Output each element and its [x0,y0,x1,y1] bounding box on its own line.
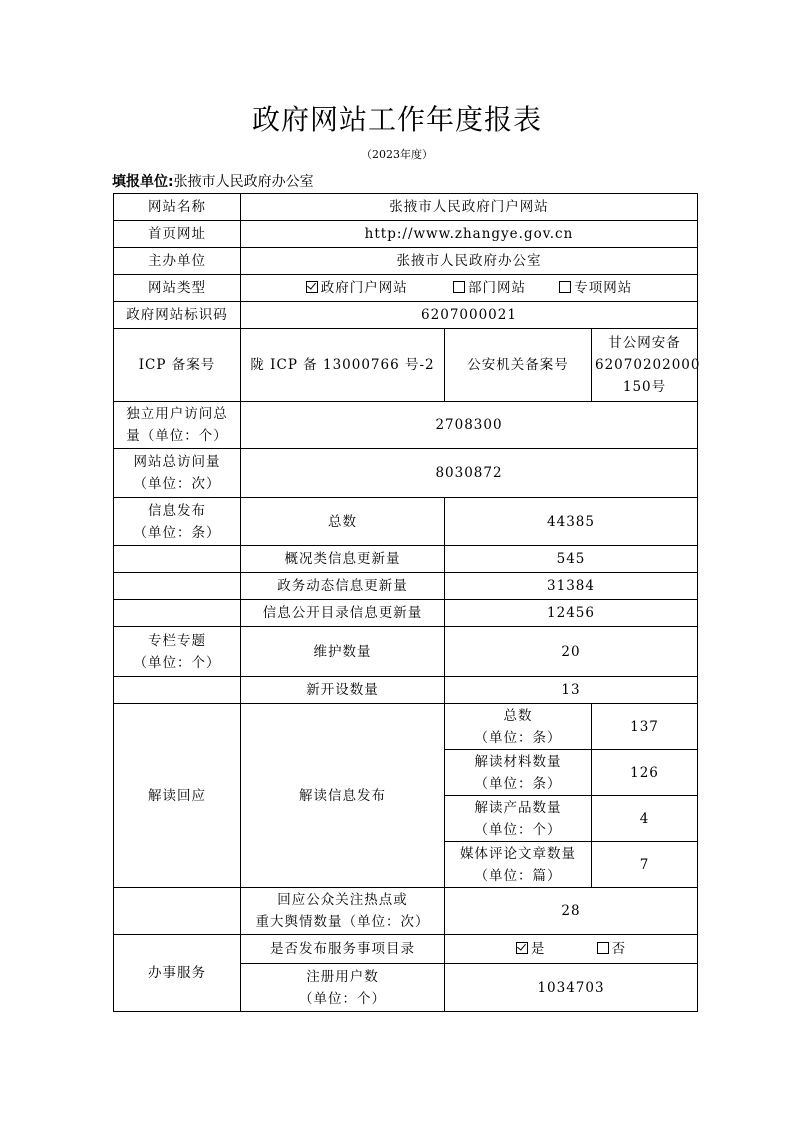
interpret-response-label-line-2: 重大舆情数量（单位：次） [255,914,430,930]
interpret-total-label [445,704,592,750]
site-url-label: 首页网址 [114,221,241,248]
interpret-material-label [445,750,592,796]
service-option-yes[interactable] [516,938,546,960]
columns-maintain-label: 维护数量 [241,627,445,677]
site-type-options [241,275,698,302]
info-catalog-value: 12456 [445,600,698,627]
interpret-label: 解读回应 [114,704,241,888]
filler-unit-label: 填报单位: [112,174,174,190]
site-url-value: http://www.zhangye.gov.cn [241,221,698,248]
columns-label [114,627,241,677]
icp-value: 陇 ICP 备 13000766 号-2 [241,329,445,402]
interpret-total-label-line-1: 总数 [503,707,533,724]
info-release-label [114,498,241,546]
unique-visitors-label-line-2: 量（单位：个） [126,428,228,444]
police-record-line-2: 62070202000 [595,357,701,373]
info-news-label: 政务动态信息更新量 [241,573,445,600]
unique-visitors-label-line-1: 独立用户访问总 [126,406,228,422]
checkbox-checked-icon[interactable] [516,942,528,954]
interpret-response-value: 28 [445,888,698,935]
site-host-value: 张掖市人民政府办公室 [241,248,698,275]
info-total-value: 44385 [445,498,698,546]
interpret-blank-cell [114,888,241,935]
filler-unit-value: 张掖市人民政府办公室 [173,174,314,190]
type-option-department[interactable] [453,277,526,299]
total-visits-value: 8030872 [241,449,698,498]
columns-new-value: 13 [445,677,698,704]
interpret-product-label-line-1: 解读产品数量 [474,799,562,816]
service-users-label-line-2: （单位：个） [299,990,386,1007]
checkbox-empty-icon[interactable] [597,942,609,954]
interpret-media-label-line-2: （单位：篇） [474,867,562,884]
columns-blank-cell [114,677,241,704]
columns-label-line-2: （单位：个） [133,654,221,671]
site-name-value: 张掖市人民政府门户网站 [241,194,698,221]
interpret-product-value: 4 [592,796,698,842]
report-table [113,193,701,1012]
site-type-label: 网站类型 [114,275,241,302]
info-blank-cell [114,573,241,600]
site-name-label: 网站名称 [114,194,241,221]
unique-visitors-label [114,402,241,449]
interpret-media-value: 7 [592,842,698,888]
info-catalog-label: 信息公开目录信息更新量 [241,600,445,627]
columns-maintain-value: 20 [445,627,698,677]
type-option-portal-label: 政府门户网站 [320,280,408,296]
icp-label: ICP 备案号 [114,329,241,402]
interpret-media-label-line-1: 媒体评论文章数量 [460,845,576,862]
info-release-label-line-1: 信息发布 [148,502,206,519]
checkbox-empty-icon[interactable] [559,281,571,293]
total-visits-label-line-1: 网站总访问量 [133,454,221,470]
interpret-response-label-line-1: 回应公众关注热点或 [277,892,408,908]
interpret-product-label-line-2: （单位：个） [474,821,562,838]
report-year: （2023年度） [361,148,433,161]
filler-unit [112,171,314,191]
site-id-value: 6207000021 [241,302,698,329]
service-option-no[interactable] [597,938,627,960]
service-catalog-label: 是否发布服务事项目录 [241,935,445,964]
columns-label-line-1: 专栏专题 [148,632,206,649]
total-visits-label [114,449,241,498]
type-option-special[interactable] [559,277,632,299]
interpret-material-label-line-2: （单位：条） [474,775,562,792]
checkbox-checked-icon[interactable] [306,281,318,293]
columns-new-label: 新开设数量 [241,677,445,704]
police-record-label: 公安机关备案号 [445,329,592,402]
interpret-material-label-line-1: 解读材料数量 [474,753,562,770]
info-release-label-line-2: （单位：条） [133,524,221,541]
report-title: 政府网站工作年度报表 [251,103,542,136]
type-option-special-label: 专项网站 [574,280,633,296]
police-record-line-3: 150号 [622,379,667,395]
service-users-label [241,964,445,1012]
service-label: 办事服务 [114,935,241,1012]
type-option-portal[interactable] [306,277,408,299]
checkbox-empty-icon[interactable] [453,281,465,293]
interpret-response-label [241,888,445,935]
service-users-value: 1034703 [445,964,698,1012]
service-users-label-line-1: 注册用户数 [306,968,379,985]
interpret-media-label [445,842,592,888]
info-total-label: 总数 [241,498,445,546]
interpret-total-label-line-2: （单位：条） [474,729,562,746]
type-option-department-label: 部门网站 [468,280,526,296]
police-record-line-1: 甘公网安备 [608,335,681,351]
site-host-label: 主办单位 [114,248,241,275]
interpret-material-value: 126 [592,750,698,796]
info-news-value: 31384 [445,573,698,600]
service-option-yes-label: 是 [530,941,546,957]
unique-visitors-value: 2708300 [241,402,698,449]
police-record-value [592,329,701,402]
service-option-no-label: 否 [611,941,627,957]
info-overview-value: 545 [445,546,698,573]
service-catalog-options [445,935,698,964]
total-visits-label-line-2: （单位：次） [133,476,221,492]
interpret-product-label [445,796,592,842]
interpret-release-label: 解读信息发布 [241,704,445,888]
site-id-label: 政府网站标识码 [114,302,241,329]
info-blank-cell [114,546,241,573]
info-blank-cell [114,600,241,627]
interpret-total-value: 137 [592,704,698,750]
info-overview-label: 概况类信息更新量 [241,546,445,573]
